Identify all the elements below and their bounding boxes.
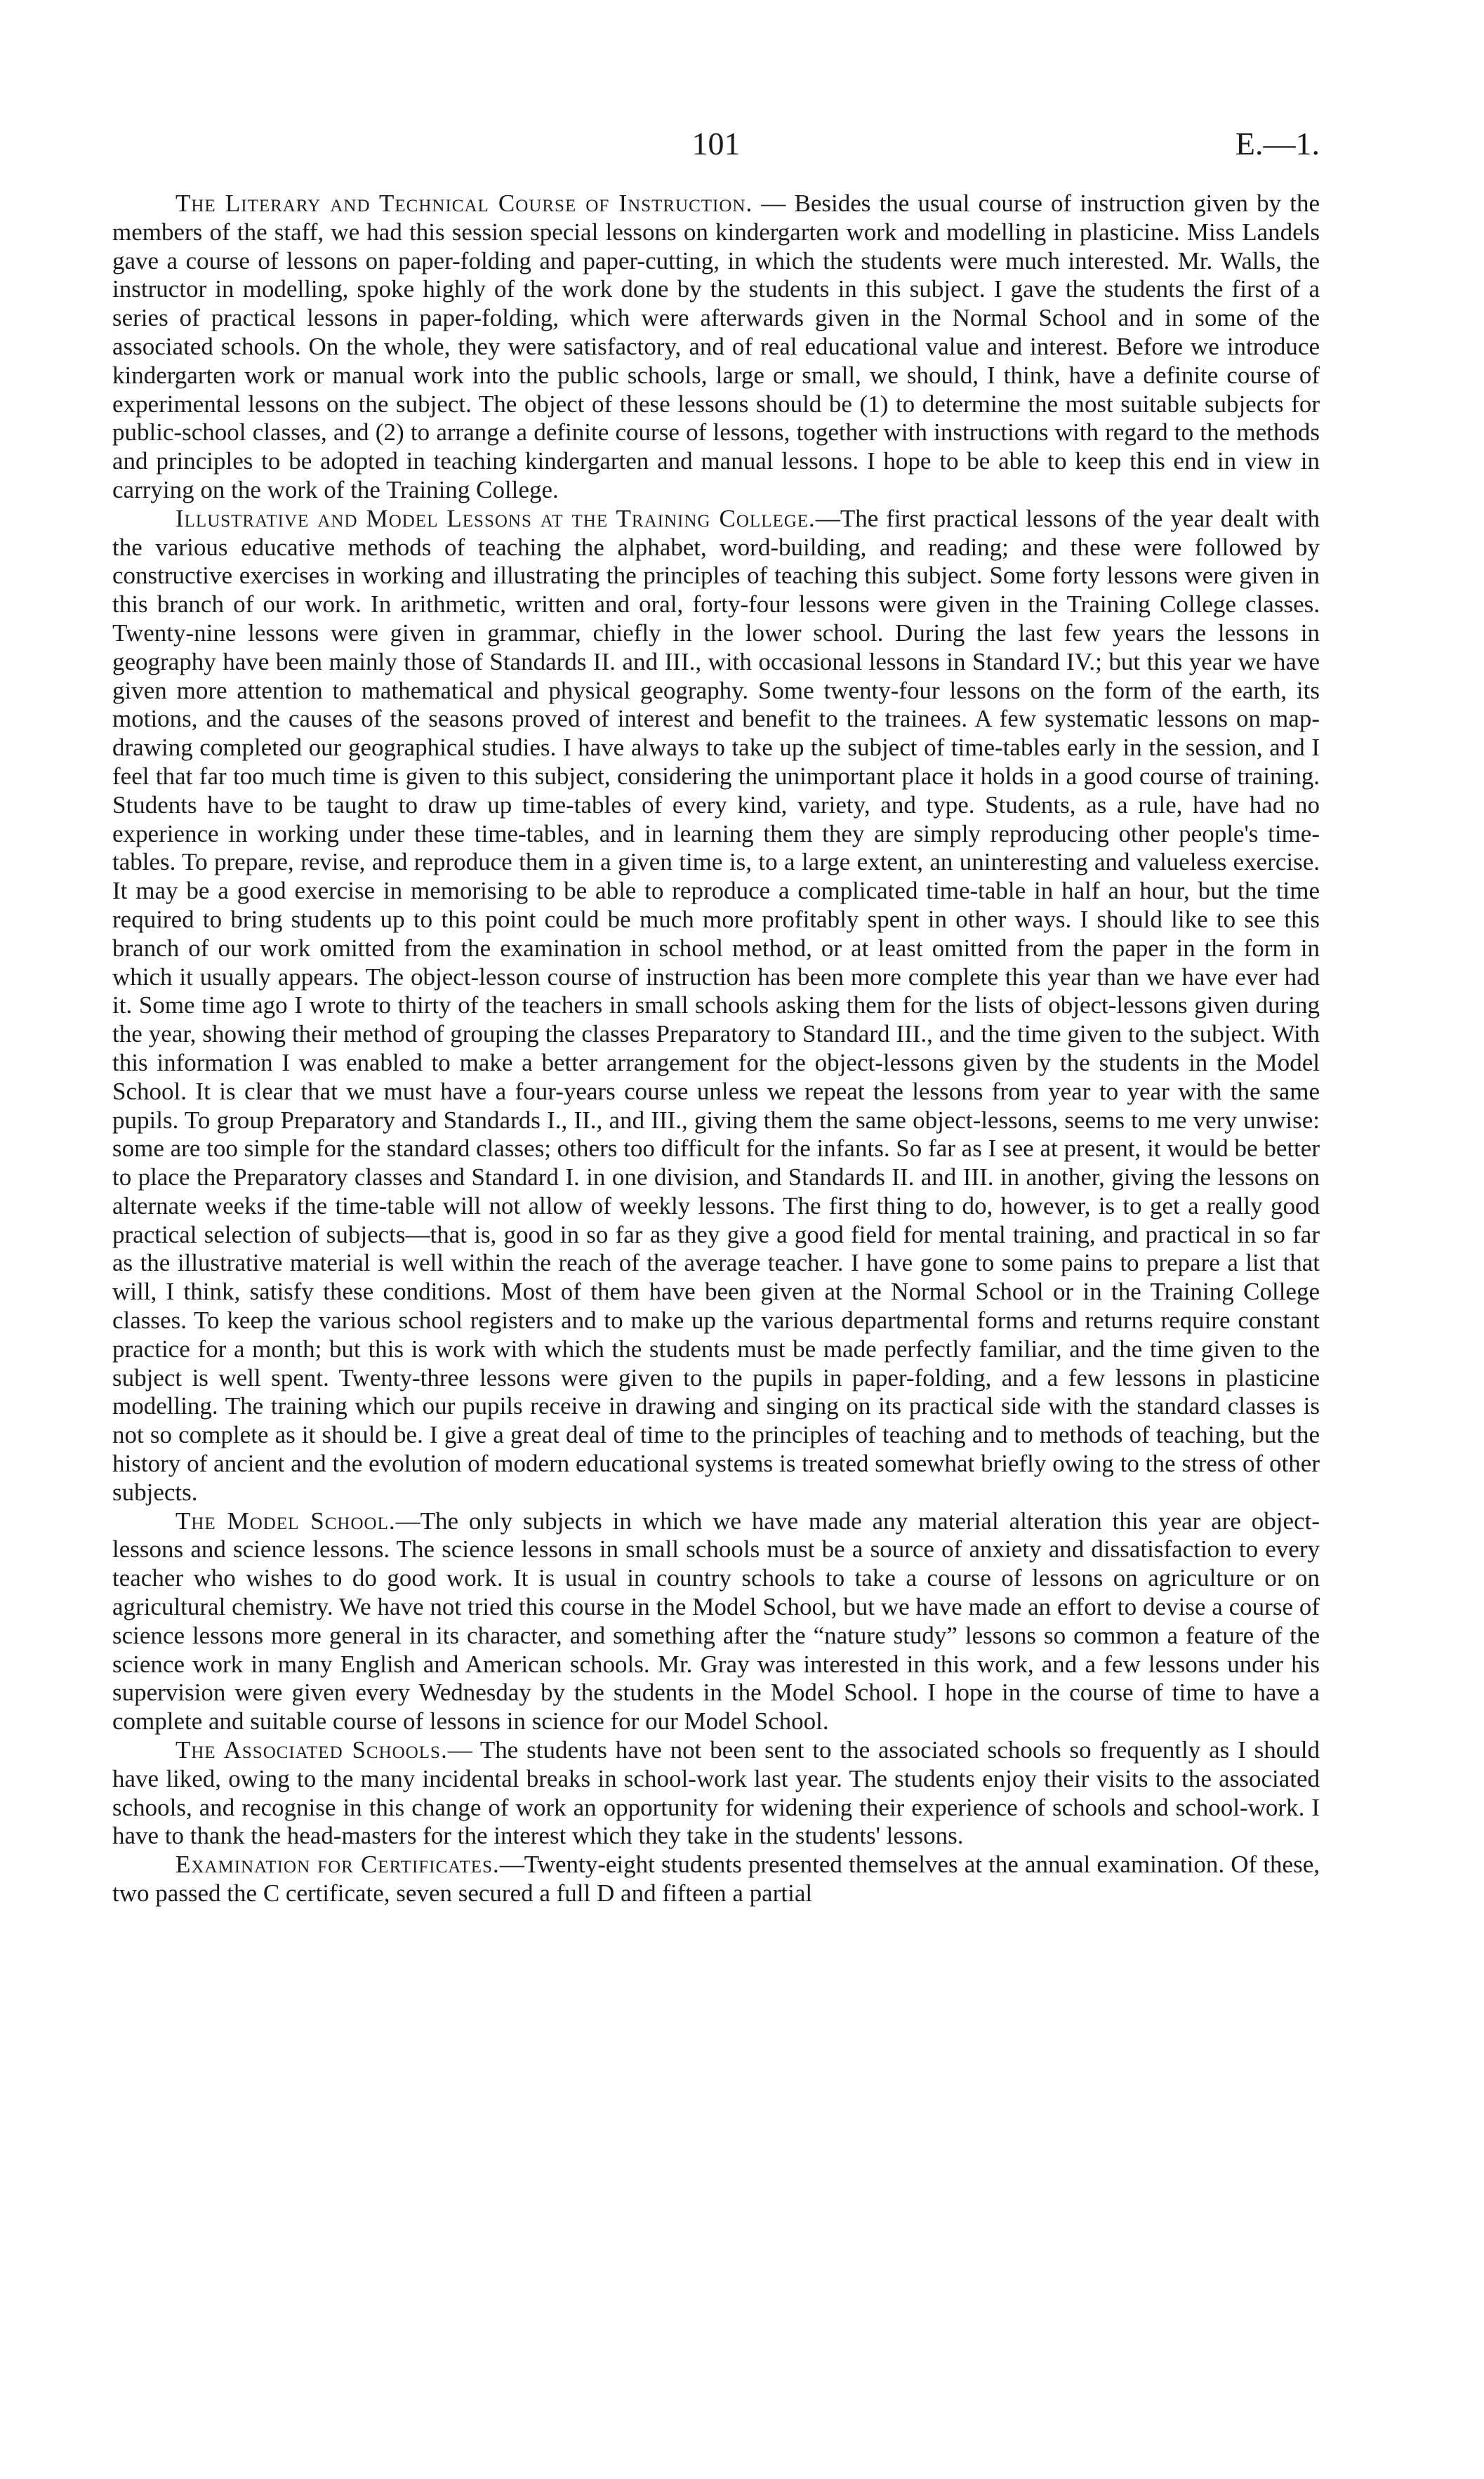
paragraph-model-school bbox=[112, 1507, 1320, 1736]
paragraph-text: —The only subjects in which we have made any material alteration this year are object-lessons and science lessons. The science lessons in small schools must be a source of anxiety and dissatisfaction to every teacher who wishes to do good work. It is usual in country schools to take a course of lessons on agriculture or on agricultural chemistry. We have not tried this course in the Model School, but we have made an effort to devise a course of science lessons more general in its character, and something after the “nature study” lessons so common a feature of the science work in many English and American schools. Mr. Gray was interested in this work, and a few lessons under his supervision were given every Wednesday by the students in the Model School. I hope in the course of time to have a complete and suitable course of lessons in science for our Model School. bbox=[112, 1507, 1320, 1736]
page-header bbox=[112, 119, 1320, 168]
document-reference: E.—1. bbox=[1235, 126, 1320, 161]
paragraph-associated-schools bbox=[112, 1736, 1320, 1851]
section-heading: The Associated Schools. bbox=[175, 1736, 448, 1764]
section-heading: Illustrative and Model Lessons at the Training College. bbox=[175, 504, 816, 532]
paragraph-text: — The students have not been sent to the associated schools so frequently as I should have liked, owing to the many incidental breaks in school-work last year. The students enjoy their visits to the associated schools, and recognise in this change of work an opportunity for widening their experience of schools and school-work. I have to thank the head-masters for the interest which they take in the students' lessons. bbox=[112, 1736, 1320, 1850]
paragraph-text: — Besides the usual course of instruction given by the members of the staff, we had this session special lessons on kindergarten work and modelling in plasticine. Miss Landels gave a course of lessons on paper-folding and paper-cutting, in which the students were much interested. Mr. Walls, the instructor in modelling, spoke highly of the work done by the students in this subject. I gave the students the first of a series of practical lessons in paper-folding, which were afterwards given in the Normal School and in some of the associated schools. On the whole, they were satisfactory, and of real educational value and interest. Before we introduce kindergarten work or manual work into the public schools, large or small, we should, I think, have a definite course of experimental lessons on the subject. The object of these lessons should be (1) to determine the most suitable subjects for public-school classes, and (2) to arrange a definite course of lessons, together with instructions with regard to the methods and principles to be adopted in teaching kindergarten and manual lessons. I hope to be able to keep this end in view in carrying on the work of the Training College. bbox=[112, 190, 1320, 503]
section-heading: Examination for Certificates. bbox=[175, 1851, 500, 1879]
body-text bbox=[112, 190, 1320, 1908]
paragraph-examination-certificates bbox=[112, 1851, 1320, 1908]
paragraph-text: —Twenty-eight students presented themselves at the annual examination. Of these, two passed the C certificate, seven secured a full D and fifteen a partial bbox=[112, 1851, 1320, 1908]
paragraph-illustrative-model-lessons bbox=[112, 505, 1320, 1507]
paragraph-literary-technical-course bbox=[112, 190, 1320, 505]
paragraph-text: —The first practical lessons of the year dealt with the various educative methods of teaching the alphabet, word-building, and reading; and these were followed by constructive exercises in working and illustrating the principles of teaching this subject. Some forty lessons were given in this branch of our work. In arithmetic, written and oral, forty-four lessons were given in the Training College classes. Twenty-nine lessons were given in grammar, chiefly in the lower school. During the last few years the lessons in geography have been mainly those of Standards II. and III., with occasional lessons in Standard IV.; but this year we have given more attention to mathematical and physical geography. Some twenty-four lessons on the form of the earth, its motions, and the causes of the seasons proved of interest and benefit to the trainees. A few systematic lessons on map-drawing completed our geographical studies. I have always to take up the subject of time-tables early in the session, and I feel that far too much time is given to this subject, considering the unimportant place it holds in a good course of training. Students have to be taught to draw up time-tables of every kind, variety, and type. Students, as a rule, have had no experience in working under these time-tables, and in learning them they are simply reproducing other people's time-tables. To prepare, revise, and reproduce them in a given time is, to a large extent, an uninteresting and valueless exercise. It may be a good exercise in memorising to be able to reproduce a complicated time-table in half an hour, but the time required to bring students up to this point could be much more profitably spent in other ways. I should like to see this branch of our work omitted from the examination in school method, or at least omitted from the paper in the form in which it usually appears. The object-lesson course of instruction has been more complete this year than we have ever had it. Some time ago I wrote to thirty of the teachers in small schools asking them for the lists of object-lessons given during the year, showing their method of grouping the classes Preparatory to Standard III., and the time given to the subject. With this information I was enabled to make a better arrangement for the object-lessons given by the students in the Model School. It is clear that we must have a four-years course unless we repeat the lessons from year to year with the same pupils. To group Preparatory and Standards I., II., and III., giving them the same object-lessons, seems to me very unwise: some are too simple for the standard classes; others too difficult for the infants. So far as I see at present, it would be better to place the Preparatory classes and Standard I. in one division, and Standards II. and III. in another, giving the lessons on alternate weeks if the time-table will not allow of weekly lessons. The first thing to do, however, is to get a really good practical selection of subjects—that is, good in so far as they give a good field for mental training, and practical in so far as the illustrative material is well within the reach of the average teacher. I have gone to some pains to prepare a list that will, I think, satisfy these conditions. Most of them have been given at the Normal School or in the Training College classes. To keep the various school registers and to make up the various departmental forms and returns require constant practice for a month; but this is work with which the students must be made perfectly familiar, and the time given to the subject is well spent. Twenty-three lessons were given to the pupils in paper-folding, and a few lessons in plasticine modelling. The training which our pupils receive in drawing and singing on its practical side with the standard classes is not so complete as it should be. I give a great deal of time to the principles of teaching and to methods of teaching, but the history of ancient and the evolution of modern educational systems is treated somewhat briefly owing to the stress of other subjects. bbox=[112, 504, 1320, 1506]
section-heading: The Literary and Technical Course of Instruction. bbox=[175, 190, 753, 217]
section-heading: The Model School. bbox=[175, 1507, 396, 1535]
page-number: 101 bbox=[691, 126, 741, 161]
